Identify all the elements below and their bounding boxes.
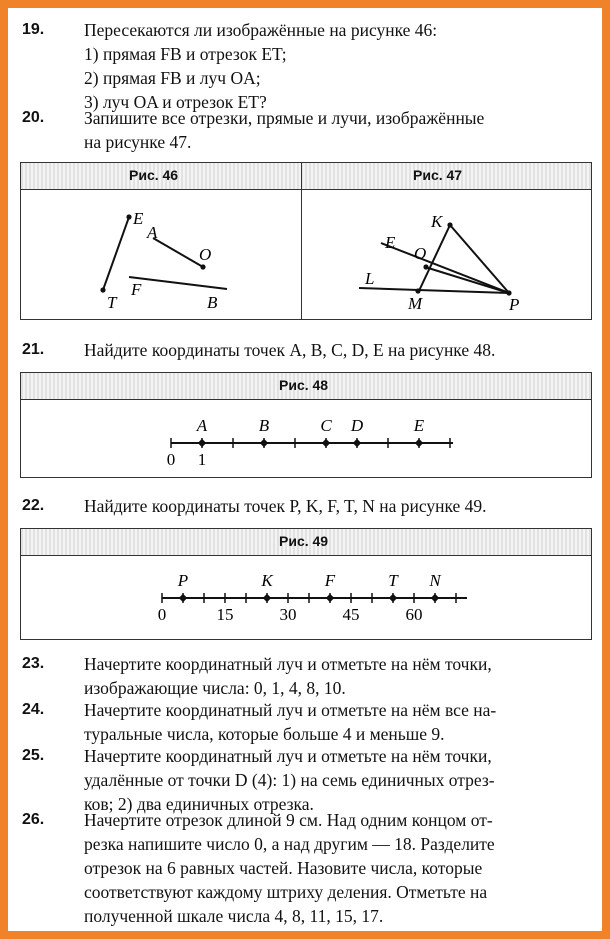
task-text: Найдите координаты точек A, B, C, D, E на рисунке 48. bbox=[84, 340, 496, 360]
figure-46-47-drawing bbox=[21, 163, 593, 321]
segment-et bbox=[103, 217, 129, 290]
label-o: O bbox=[199, 245, 212, 264]
point-label-e: E bbox=[413, 416, 425, 435]
tick-label: 45 bbox=[342, 605, 360, 624]
task-text: 3) луч OA и отрезок ET? bbox=[84, 92, 267, 112]
tick-label: 1 bbox=[197, 450, 207, 469]
label-k: K bbox=[431, 212, 443, 231]
task-text: на рисунке 47. bbox=[84, 132, 192, 152]
task-text: Пересекаются ли изображённые на рисунке 46: bbox=[84, 20, 438, 40]
point-marker bbox=[415, 439, 423, 447]
point-marker bbox=[198, 439, 206, 447]
label-f: F bbox=[131, 280, 142, 299]
label-b: B bbox=[207, 293, 218, 312]
figure-46-title: Рис. 46 bbox=[129, 167, 179, 183]
point-m bbox=[415, 288, 420, 293]
textbook-page bbox=[8, 8, 602, 931]
point-marker bbox=[179, 594, 187, 602]
task-number: 20. bbox=[22, 109, 45, 126]
figures-46-47 bbox=[20, 162, 592, 320]
point-label-t: T bbox=[388, 571, 398, 590]
task-text: Найдите координаты точек P, K, F, T, N на рисунке 49. bbox=[84, 496, 487, 516]
point-label-n: N bbox=[429, 571, 441, 590]
point-o bbox=[423, 264, 428, 269]
label-l: L bbox=[365, 269, 375, 288]
ray-pl bbox=[359, 288, 509, 293]
label-p: P bbox=[509, 295, 520, 314]
tick-label: 60 bbox=[405, 605, 423, 624]
task-number: 21. bbox=[22, 341, 45, 358]
point-label-d: D bbox=[350, 416, 364, 435]
figure-48 bbox=[20, 372, 592, 478]
point-marker bbox=[431, 594, 439, 602]
segment-kp bbox=[450, 225, 509, 293]
task-text: ков; 2) два единичных отрезка. bbox=[84, 794, 314, 814]
label-t: T bbox=[107, 293, 117, 312]
tick-label: 0 bbox=[166, 450, 176, 469]
label-a: A bbox=[147, 223, 158, 242]
task-number: 23. bbox=[22, 655, 45, 672]
figure-48-title: Рис. 48 bbox=[279, 377, 329, 393]
number-line-48 bbox=[21, 373, 593, 479]
task-number: 22. bbox=[22, 497, 45, 514]
task-text: полученной шкале числа 4, 8, 11, 15, 17. bbox=[84, 906, 384, 926]
task-text: удалённые от точки D (4): 1) на семь единичных отрез- bbox=[84, 770, 495, 790]
point-marker bbox=[322, 439, 330, 447]
task-text: отрезок на 6 равных частей. Назовите числа, которые bbox=[84, 858, 483, 878]
point-k bbox=[447, 222, 452, 227]
task-text: Начертите координатный луч и отметьте на нём точки, bbox=[84, 654, 492, 674]
point-t bbox=[100, 287, 105, 292]
task-number: 25. bbox=[22, 747, 45, 764]
task-text: 1) прямая FB и отрезок ET; bbox=[84, 44, 287, 64]
tick-label: 15 bbox=[216, 605, 234, 624]
point-marker bbox=[260, 439, 268, 447]
task-text: Запишите все отрезки, прямые и лучи, изображённые bbox=[84, 108, 485, 128]
tick-label: 30 bbox=[279, 605, 297, 624]
task-text: Начертите координатный луч и отметьте на нём все на- bbox=[84, 700, 497, 720]
task-number: 19. bbox=[22, 21, 45, 38]
task-text: Начертите отрезок длиной 9 см. Над одним концом от- bbox=[84, 810, 493, 830]
label-e: E bbox=[133, 209, 144, 228]
label-e: E bbox=[385, 233, 396, 252]
point-marker bbox=[263, 594, 271, 602]
task-text: Начертите координатный луч и отметьте на нём точки, bbox=[84, 746, 492, 766]
ray-oa bbox=[153, 238, 203, 267]
point-label-b: B bbox=[258, 416, 270, 435]
figure-47-title: Рис. 47 bbox=[413, 167, 463, 183]
task-number: 24. bbox=[22, 701, 45, 718]
point-label-c: C bbox=[320, 416, 332, 435]
task-text: 2) прямая FB и луч OA; bbox=[84, 68, 261, 88]
task-text: изображающие числа: 0, 1, 4, 8, 10. bbox=[84, 678, 346, 698]
task-number: 26. bbox=[22, 811, 45, 828]
point-marker bbox=[326, 594, 334, 602]
line-fb bbox=[129, 277, 227, 289]
point-label-p: P bbox=[177, 571, 189, 590]
task-text: соответствуют каждому штриху деления. Отметьте на bbox=[84, 882, 488, 902]
point-o bbox=[200, 264, 205, 269]
label-m: M bbox=[408, 294, 423, 313]
point-label-f: F bbox=[324, 571, 336, 590]
point-marker bbox=[389, 594, 397, 602]
task-text: резка напишите число 0, а над другим — 18. Разделите bbox=[84, 834, 495, 854]
point-label-k: K bbox=[261, 571, 273, 590]
label-o: O bbox=[414, 244, 427, 263]
point-e bbox=[126, 214, 131, 219]
tick-label: 0 bbox=[157, 605, 167, 624]
figure-49-title: Рис. 49 bbox=[279, 533, 329, 549]
point-label-a: A bbox=[196, 416, 208, 435]
number-line-49 bbox=[21, 529, 593, 641]
task-text: туральные числа, которые больше 4 и меньше 9. bbox=[84, 724, 445, 744]
point-marker bbox=[353, 439, 361, 447]
figure-49 bbox=[20, 528, 592, 640]
ray-pe bbox=[381, 243, 509, 293]
